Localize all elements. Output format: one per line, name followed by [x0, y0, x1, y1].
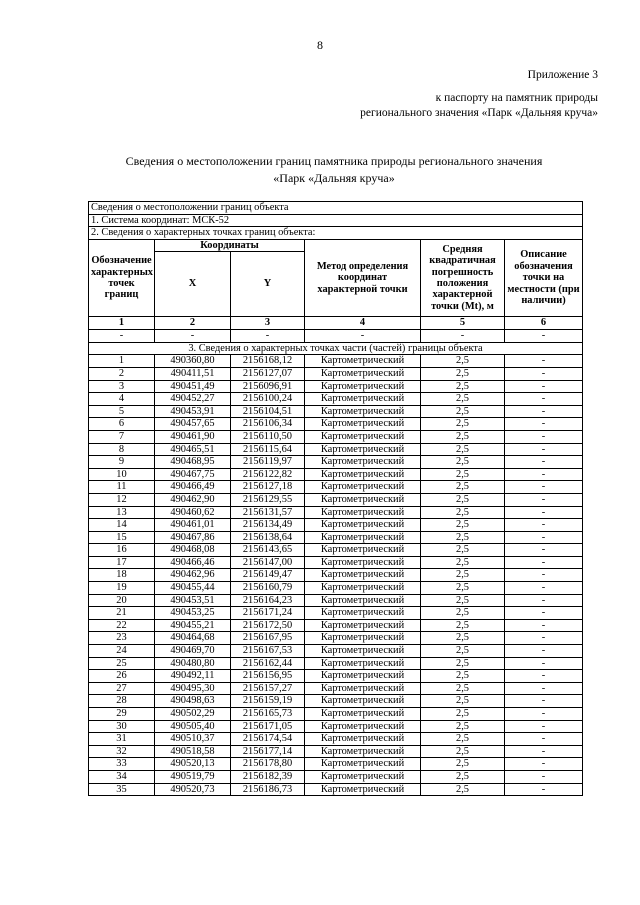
table-row: [89, 506, 583, 519]
table-row: [89, 632, 583, 645]
method-cell: Картометрический: [305, 493, 421, 506]
accuracy-cell: 2,5: [421, 430, 505, 443]
point-number-cell: 35: [89, 783, 155, 796]
point-number-cell: 29: [89, 708, 155, 721]
method-cell: Картометрический: [305, 670, 421, 683]
x-coordinate-cell: 490451,49: [155, 380, 231, 393]
appendix-reference-line-1: к паспорту на памятник природы: [435, 92, 598, 104]
point-number-cell: 22: [89, 619, 155, 632]
accuracy-cell: 2,5: [421, 632, 505, 645]
x-coordinate-cell: 490455,21: [155, 619, 231, 632]
description-cell: -: [505, 594, 583, 607]
accuracy-cell: 2,5: [421, 506, 505, 519]
part-section-title: 3. Сведения о характерных точках части (частей) границы объекта: [89, 342, 583, 355]
table-row: [89, 720, 583, 733]
accuracy-cell: 2,5: [421, 745, 505, 758]
point-number-cell: 14: [89, 519, 155, 532]
point-number-cell: 34: [89, 770, 155, 783]
y-coordinate-cell: 2156171,05: [231, 720, 305, 733]
description-cell: -: [505, 380, 583, 393]
y-coordinate-cell: 2156156,95: [231, 670, 305, 683]
accuracy-cell: 2,5: [421, 443, 505, 456]
table-row: [89, 708, 583, 721]
accuracy-cell: 2,5: [421, 670, 505, 683]
y-coordinate-cell: 2156167,53: [231, 645, 305, 658]
point-number-cell: 31: [89, 733, 155, 746]
y-coordinate-cell: 2156106,34: [231, 418, 305, 431]
description-cell: -: [505, 418, 583, 431]
y-coordinate-cell: 2156129,55: [231, 493, 305, 506]
accuracy-cell: 2,5: [421, 367, 505, 380]
boundary-coordinates-table: [88, 201, 583, 796]
y-coordinate-cell: 2156182,39: [231, 770, 305, 783]
point-number-cell: 17: [89, 556, 155, 569]
accuracy-cell: 2,5: [421, 493, 505, 506]
method-cell: Картометрический: [305, 720, 421, 733]
accuracy-cell: 2,5: [421, 594, 505, 607]
empty-cell: -: [305, 330, 421, 343]
x-coordinate-cell: 490502,29: [155, 708, 231, 721]
accuracy-cell: 2,5: [421, 657, 505, 670]
point-number-cell: 6: [89, 418, 155, 431]
x-coordinate-cell: 490466,46: [155, 556, 231, 569]
method-cell: Картометрический: [305, 657, 421, 670]
table-row: [89, 619, 583, 632]
appendix-label: Приложение 3: [527, 69, 598, 81]
table-row: [89, 443, 583, 456]
method-cell: Картометрический: [305, 456, 421, 469]
description-cell: -: [505, 720, 583, 733]
y-coordinate-cell: 2156104,51: [231, 405, 305, 418]
table-row: [89, 456, 583, 469]
x-coordinate-cell: 490505,40: [155, 720, 231, 733]
accuracy-cell: 2,5: [421, 645, 505, 658]
y-coordinate-cell: 2156122,82: [231, 468, 305, 481]
method-cell: Картометрический: [305, 430, 421, 443]
x-coordinate-cell: 490453,51: [155, 594, 231, 607]
description-cell: -: [505, 569, 583, 582]
points-section-title: 2. Сведения о характерных точках границ объекта:: [89, 227, 583, 240]
x-coordinate-cell: 490466,49: [155, 481, 231, 494]
table-row: [89, 569, 583, 582]
description-cell: -: [505, 670, 583, 683]
point-number-cell: 9: [89, 456, 155, 469]
y-coordinate-cell: 2156147,00: [231, 556, 305, 569]
table-row: [89, 380, 583, 393]
description-cell: -: [505, 405, 583, 418]
header-description: Описание обозначения точки на местности (при наличии): [505, 239, 583, 316]
description-cell: -: [505, 493, 583, 506]
section-title: Сведения о местоположении границ объекта: [89, 202, 583, 215]
table-row: [89, 745, 583, 758]
point-number-cell: 10: [89, 468, 155, 481]
table-row: [89, 670, 583, 683]
description-cell: -: [505, 783, 583, 796]
method-cell: Картометрический: [305, 544, 421, 557]
description-cell: -: [505, 393, 583, 406]
point-number-cell: 16: [89, 544, 155, 557]
header-designation: Обозначение характерных точек границ: [89, 239, 155, 316]
x-coordinate-cell: 490461,90: [155, 430, 231, 443]
table-row: [89, 695, 583, 708]
description-cell: -: [505, 657, 583, 670]
point-number-cell: 3: [89, 380, 155, 393]
point-number-cell: 24: [89, 645, 155, 658]
table-row: [89, 607, 583, 620]
description-cell: -: [505, 607, 583, 620]
method-cell: Картометрический: [305, 582, 421, 595]
accuracy-cell: 2,5: [421, 695, 505, 708]
point-number-cell: 28: [89, 695, 155, 708]
point-number-cell: 32: [89, 745, 155, 758]
method-cell: Картометрический: [305, 367, 421, 380]
table-row: [89, 594, 583, 607]
table-row: [89, 468, 583, 481]
description-cell: -: [505, 556, 583, 569]
table-row: [89, 493, 583, 506]
y-coordinate-cell: 2156162,44: [231, 657, 305, 670]
point-number-cell: 19: [89, 582, 155, 595]
x-coordinate-cell: 490453,91: [155, 405, 231, 418]
method-cell: Картометрический: [305, 745, 421, 758]
point-number-cell: 7: [89, 430, 155, 443]
y-coordinate-cell: 2156138,64: [231, 531, 305, 544]
method-cell: Картометрический: [305, 481, 421, 494]
table-row: [89, 657, 583, 670]
point-number-cell: 25: [89, 657, 155, 670]
header-y: Y: [231, 252, 305, 317]
empty-cell: -: [421, 330, 505, 343]
table-row: [89, 682, 583, 695]
column-number: 4: [305, 317, 421, 330]
x-coordinate-cell: 490464,68: [155, 632, 231, 645]
y-coordinate-cell: 2156168,12: [231, 355, 305, 368]
description-cell: -: [505, 770, 583, 783]
description-cell: -: [505, 733, 583, 746]
description-cell: -: [505, 367, 583, 380]
accuracy-cell: 2,5: [421, 556, 505, 569]
y-coordinate-cell: 2156186,73: [231, 783, 305, 796]
x-coordinate-cell: 490465,51: [155, 443, 231, 456]
accuracy-cell: 2,5: [421, 468, 505, 481]
method-cell: Картометрический: [305, 632, 421, 645]
accuracy-cell: 2,5: [421, 582, 505, 595]
point-number-cell: 18: [89, 569, 155, 582]
accuracy-cell: 2,5: [421, 783, 505, 796]
point-number-cell: 26: [89, 670, 155, 683]
accuracy-cell: 2,5: [421, 380, 505, 393]
table-row: [89, 733, 583, 746]
description-cell: -: [505, 506, 583, 519]
accuracy-cell: 2,5: [421, 720, 505, 733]
accuracy-cell: 2,5: [421, 531, 505, 544]
method-cell: Картометрический: [305, 645, 421, 658]
y-coordinate-cell: 2156171,24: [231, 607, 305, 620]
x-coordinate-cell: 490462,96: [155, 569, 231, 582]
y-coordinate-cell: 2156131,57: [231, 506, 305, 519]
method-cell: Картометрический: [305, 770, 421, 783]
x-coordinate-cell: 490411,51: [155, 367, 231, 380]
document-title-line-2: «Парк «Дальняя круча»: [273, 171, 395, 185]
empty-cell: -: [155, 330, 231, 343]
y-coordinate-cell: 2156174,54: [231, 733, 305, 746]
y-coordinate-cell: 2156115,64: [231, 443, 305, 456]
x-coordinate-cell: 490495,30: [155, 682, 231, 695]
table-row: [89, 783, 583, 796]
method-cell: Картометрический: [305, 405, 421, 418]
description-cell: -: [505, 745, 583, 758]
accuracy-cell: 2,5: [421, 708, 505, 721]
x-coordinate-cell: 490460,62: [155, 506, 231, 519]
point-number-cell: 4: [89, 393, 155, 406]
point-number-cell: 11: [89, 481, 155, 494]
description-cell: -: [505, 468, 583, 481]
accuracy-cell: 2,5: [421, 682, 505, 695]
method-cell: Картометрический: [305, 355, 421, 368]
column-number: 5: [421, 317, 505, 330]
accuracy-cell: 2,5: [421, 456, 505, 469]
description-cell: -: [505, 456, 583, 469]
method-cell: Картометрический: [305, 443, 421, 456]
x-coordinate-cell: 490518,58: [155, 745, 231, 758]
point-number-cell: 27: [89, 682, 155, 695]
method-cell: Картометрический: [305, 393, 421, 406]
table-row: [89, 355, 583, 368]
document-title-line-1: Сведения о местоположении границ памятника природы регионального значения: [125, 154, 543, 168]
y-coordinate-cell: 2156110,50: [231, 430, 305, 443]
description-cell: -: [505, 695, 583, 708]
y-coordinate-cell: 2156134,49: [231, 519, 305, 532]
x-coordinate-cell: 490469,70: [155, 645, 231, 658]
column-number: 2: [155, 317, 231, 330]
table-row: [89, 544, 583, 557]
description-cell: -: [505, 481, 583, 494]
accuracy-cell: 2,5: [421, 619, 505, 632]
accuracy-cell: 2,5: [421, 393, 505, 406]
method-cell: Картометрический: [305, 380, 421, 393]
description-cell: -: [505, 758, 583, 771]
y-coordinate-cell: 2156167,95: [231, 632, 305, 645]
description-cell: -: [505, 443, 583, 456]
point-number-cell: 13: [89, 506, 155, 519]
accuracy-cell: 2,5: [421, 544, 505, 557]
table-row: [89, 430, 583, 443]
table-row: [89, 481, 583, 494]
point-number-cell: 8: [89, 443, 155, 456]
table-row: [89, 645, 583, 658]
column-number: 1: [89, 317, 155, 330]
method-cell: Картометрический: [305, 708, 421, 721]
method-cell: Картометрический: [305, 519, 421, 532]
method-cell: Картометрический: [305, 594, 421, 607]
description-cell: -: [505, 682, 583, 695]
point-number-cell: 30: [89, 720, 155, 733]
table-row: [89, 770, 583, 783]
accuracy-cell: 2,5: [421, 355, 505, 368]
description-cell: -: [505, 708, 583, 721]
y-coordinate-cell: 2156164,23: [231, 594, 305, 607]
x-coordinate-cell: 490462,90: [155, 493, 231, 506]
x-coordinate-cell: 490468,95: [155, 456, 231, 469]
appendix-reference-line-2: регионального значения «Парк «Дальняя круча»: [360, 107, 598, 119]
table-row: [89, 367, 583, 380]
y-coordinate-cell: 2156177,14: [231, 745, 305, 758]
document-title: [0, 153, 640, 187]
page-number: 8: [317, 38, 323, 52]
y-coordinate-cell: 2156172,50: [231, 619, 305, 632]
point-number-cell: 5: [89, 405, 155, 418]
y-coordinate-cell: 2156096,91: [231, 380, 305, 393]
y-coordinate-cell: 2156160,79: [231, 582, 305, 595]
header-x: X: [155, 252, 231, 317]
header-method: Метод определения координат характерной точки: [305, 239, 421, 316]
method-cell: Картометрический: [305, 607, 421, 620]
description-cell: -: [505, 355, 583, 368]
accuracy-cell: 2,5: [421, 418, 505, 431]
description-cell: -: [505, 582, 583, 595]
description-cell: -: [505, 531, 583, 544]
description-cell: -: [505, 519, 583, 532]
x-coordinate-cell: 490457,65: [155, 418, 231, 431]
method-cell: Картометрический: [305, 758, 421, 771]
empty-cell: -: [505, 330, 583, 343]
y-coordinate-cell: 2156149,47: [231, 569, 305, 582]
y-coordinate-cell: 2156159,19: [231, 695, 305, 708]
accuracy-cell: 2,5: [421, 481, 505, 494]
table-row: [89, 582, 583, 595]
point-number-cell: 15: [89, 531, 155, 544]
y-coordinate-cell: 2156143,65: [231, 544, 305, 557]
point-number-cell: 2: [89, 367, 155, 380]
method-cell: Картометрический: [305, 468, 421, 481]
x-coordinate-cell: 490455,44: [155, 582, 231, 595]
appendix-reference: [360, 91, 598, 121]
point-number-cell: 21: [89, 607, 155, 620]
x-coordinate-cell: 490461,01: [155, 519, 231, 532]
table-row: [89, 519, 583, 532]
description-cell: -: [505, 544, 583, 557]
y-coordinate-cell: 2156157,27: [231, 682, 305, 695]
accuracy-cell: 2,5: [421, 519, 505, 532]
method-cell: Картометрический: [305, 556, 421, 569]
method-cell: Картометрический: [305, 569, 421, 582]
x-coordinate-cell: 490520,73: [155, 783, 231, 796]
method-cell: Картометрический: [305, 783, 421, 796]
point-number-cell: 20: [89, 594, 155, 607]
description-cell: -: [505, 619, 583, 632]
point-number-cell: 1: [89, 355, 155, 368]
x-coordinate-cell: 490480,80: [155, 657, 231, 670]
method-cell: Картометрический: [305, 418, 421, 431]
empty-cell: -: [231, 330, 305, 343]
accuracy-cell: 2,5: [421, 733, 505, 746]
accuracy-cell: 2,5: [421, 607, 505, 620]
x-coordinate-cell: 490468,08: [155, 544, 231, 557]
table-row: [89, 758, 583, 771]
x-coordinate-cell: 490510,37: [155, 733, 231, 746]
description-cell: -: [505, 632, 583, 645]
point-number-cell: 23: [89, 632, 155, 645]
method-cell: Картометрический: [305, 733, 421, 746]
x-coordinate-cell: 490492,11: [155, 670, 231, 683]
method-cell: Картометрический: [305, 506, 421, 519]
y-coordinate-cell: 2156165,73: [231, 708, 305, 721]
y-coordinate-cell: 2156119,97: [231, 456, 305, 469]
table-row: [89, 405, 583, 418]
point-number-cell: 12: [89, 493, 155, 506]
method-cell: Картометрический: [305, 531, 421, 544]
x-coordinate-cell: 490360,80: [155, 355, 231, 368]
table-row: [89, 531, 583, 544]
empty-cell: -: [89, 330, 155, 343]
x-coordinate-cell: 490467,86: [155, 531, 231, 544]
y-coordinate-cell: 2156127,18: [231, 481, 305, 494]
y-coordinate-cell: 2156178,80: [231, 758, 305, 771]
header-accuracy: Средняя квадратичная погрешность положения характерной точки (Mt), м: [421, 239, 505, 316]
method-cell: Картометрический: [305, 619, 421, 632]
table-row: [89, 393, 583, 406]
x-coordinate-cell: 490520,13: [155, 758, 231, 771]
accuracy-cell: 2,5: [421, 405, 505, 418]
accuracy-cell: 2,5: [421, 770, 505, 783]
description-cell: -: [505, 430, 583, 443]
x-coordinate-cell: 490453,25: [155, 607, 231, 620]
x-coordinate-cell: 490467,75: [155, 468, 231, 481]
accuracy-cell: 2,5: [421, 569, 505, 582]
accuracy-cell: 2,5: [421, 758, 505, 771]
method-cell: Картометрический: [305, 682, 421, 695]
x-coordinate-cell: 490519,79: [155, 770, 231, 783]
table-row: [89, 418, 583, 431]
x-coordinate-cell: 490452,27: [155, 393, 231, 406]
table-row: [89, 556, 583, 569]
description-cell: -: [505, 645, 583, 658]
header-coordinates: Координаты: [155, 239, 305, 251]
x-coordinate-cell: 490498,63: [155, 695, 231, 708]
method-cell: Картометрический: [305, 695, 421, 708]
y-coordinate-cell: 2156127,07: [231, 367, 305, 380]
column-number: 6: [505, 317, 583, 330]
y-coordinate-cell: 2156100,24: [231, 393, 305, 406]
column-number: 3: [231, 317, 305, 330]
point-number-cell: 33: [89, 758, 155, 771]
coordinate-system: 1. Система координат: МСК-52: [89, 214, 583, 227]
